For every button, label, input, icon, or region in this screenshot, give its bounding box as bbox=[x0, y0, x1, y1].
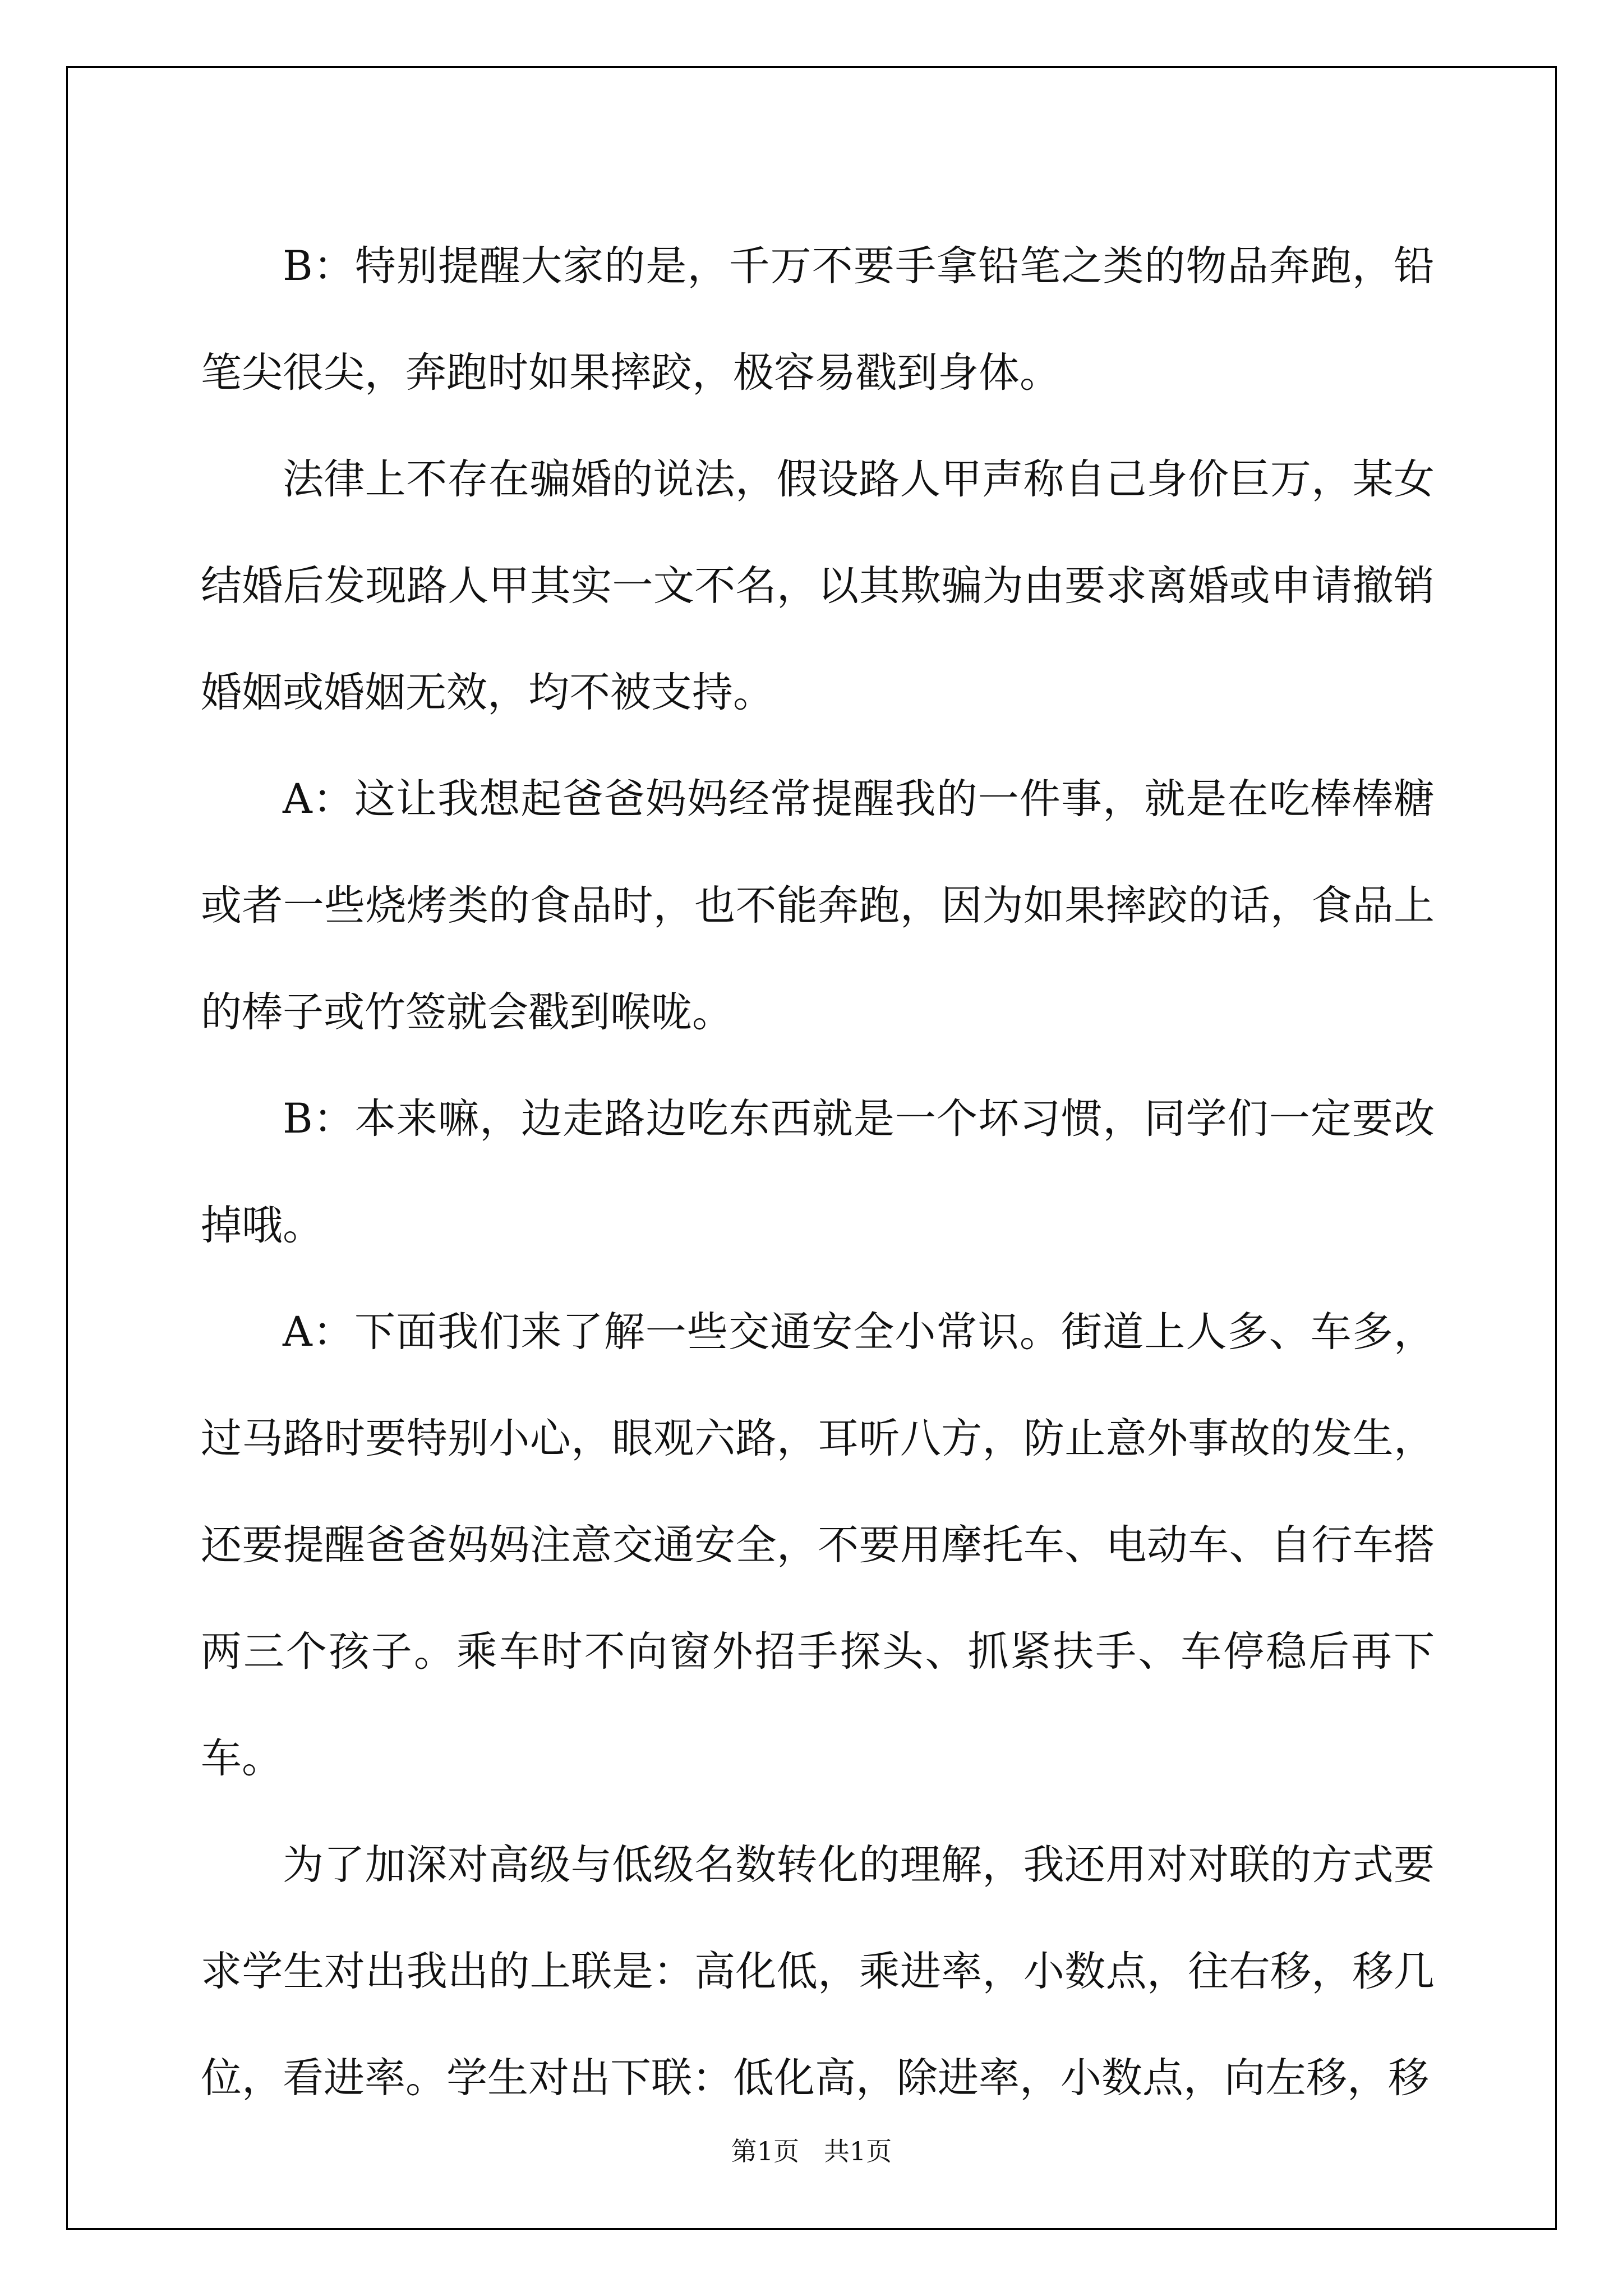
paragraph-2: 法律上不存在骗婚的说法，假设路人甲声称自己身价巨万，某女结婚后发现路人甲其实一文不名，以其欺骗为由要求离婚或申请撤销婚姻或婚姻无效，均不被支持。 bbox=[201, 455, 1435, 716]
paragraph-3: A：这让我想起爸爸妈妈经常提醒我的一件事，就是在吃棒棒糖或者一些烧烤类的食品时，也不能奔跑，因为如果摔跤的话，食品上的棒子或竹签就会戳到喉咙。 bbox=[201, 775, 1435, 1036]
paragraph-4: B：本来嘛，边走路边吃东西就是一个坏习惯，同学们一定要改掉哦。 bbox=[201, 1095, 1435, 1249]
document-body bbox=[201, 213, 1435, 2132]
paragraph-6: 为了加深对高级与低级名数转化的理解，我还用对对联的方式要求学生对出我出的上联是：高化低，乘进率，小数点，往右移，移几位，看进率。学生对出下联：低化高，除进率，小数点，向左移，移 bbox=[201, 1841, 1435, 2102]
paragraph-5: A：下面我们来了解一些交通安全小常识。街道上人多、车多，过马路时要特别小心，眼观六路，耳听八方，防止意外事故的发生，还要提醒爸爸妈妈注意交通安全，不要用摩托车、电动车、自行车搭两三个孩子。乘车时不向窗外招手探头、抓紧扶手、车停稳后再下车。 bbox=[201, 1308, 1435, 1782]
page-footer: 第1页 共1页 bbox=[731, 2136, 892, 2166]
paragraph-1: B：特别提醒大家的是，千万不要手拿铅笔之类的物品奔跑，铅笔尖很尖，奔跑时如果摔跤，极容易戳到身体。 bbox=[201, 242, 1435, 397]
